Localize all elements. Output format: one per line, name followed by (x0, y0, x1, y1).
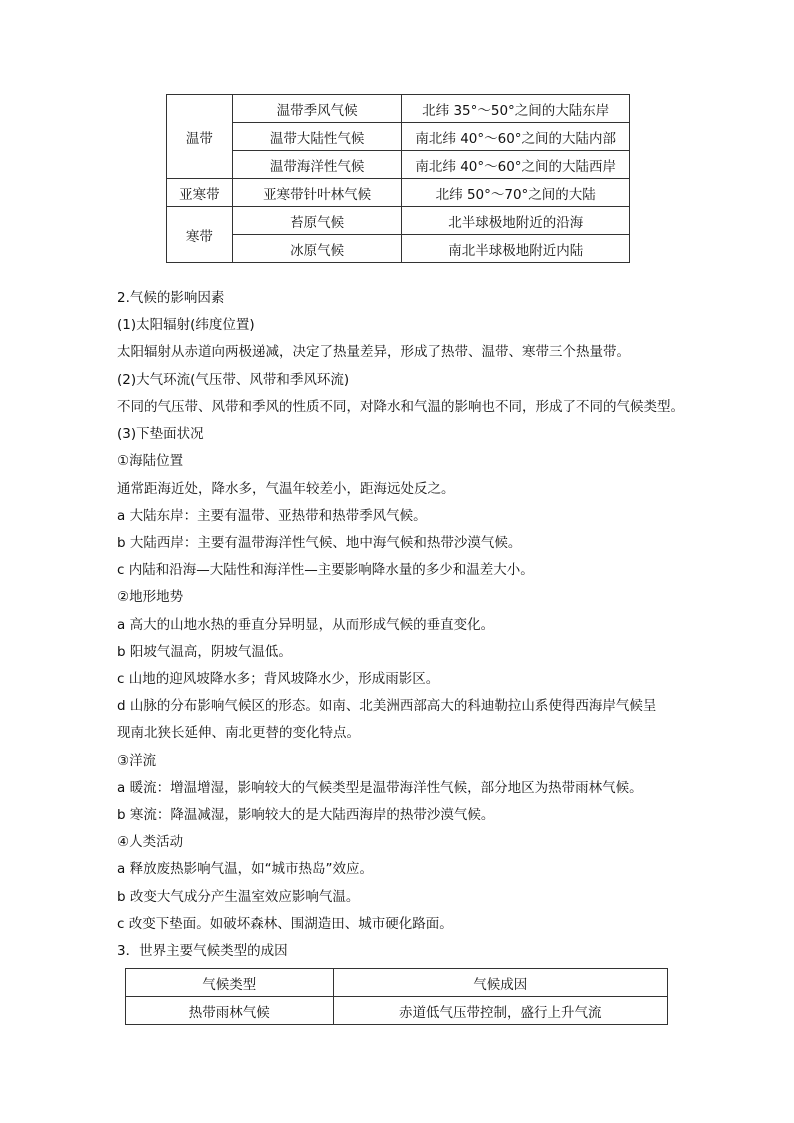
zone-cell-frigid: 寒带 (167, 207, 233, 263)
climate-type-cell: 温带大陆性气候 (232, 123, 402, 151)
climate-zone-table (166, 94, 630, 263)
climate-type-cell: 热带雨林气候 (126, 997, 334, 1025)
subsection-heading: (1)太阳辐射(纬度位置) (117, 317, 255, 333)
list-item: b 寒流：降温减湿，影响较大的是大陆西海岸的热带沙漠气候。 (117, 807, 495, 823)
climate-type-cell: 温带季风气候 (232, 95, 402, 123)
paragraph: 不同的气压带、风带和季风的性质不同，对降水和气温的影响也不同，形成了不同的气候类型。 (117, 399, 684, 415)
table-row (167, 235, 630, 263)
list-item: c 山地的迎风坡降水多；背风坡降水少，形成雨影区。 (117, 671, 440, 687)
zone-cell-subarctic: 亚寒带 (167, 179, 233, 207)
list-item: a 释放废热影响气温，如“城市热岛”效应。 (117, 861, 374, 877)
section-heading: 3．世界主要气候类型的成因 (117, 943, 288, 959)
paragraph: 通常距海近处，降水多，气温年较差小，距海远处反之。 (117, 481, 455, 497)
climate-type-cell: 温带海洋性气候 (232, 151, 402, 179)
table-row (167, 123, 630, 151)
list-item: a 高大的山地水热的垂直分异明显，从而形成气候的垂直变化。 (117, 617, 495, 633)
distribution-cell: 南北半球极地附近内陆 (402, 235, 630, 263)
paragraph: 太阳辐射从赤道向两极递减，决定了热量差异，形成了热带、温带、寒带三个热量带。 (117, 344, 630, 360)
table-row (167, 151, 630, 179)
section-heading: 2.气候的影响因素 (117, 290, 225, 306)
distribution-cell: 北纬 50°～70°之间的大陆 (402, 179, 630, 207)
distribution-cell: 南北纬 40°～60°之间的大陆西岸 (402, 151, 630, 179)
list-item: a 暖流：增温增湿，影响较大的气候类型是温带海洋性气候，部分地区为热带雨林气候。 (117, 780, 643, 796)
list-item-continued: 现南北狭长延伸、南北更替的变化特点。 (117, 725, 360, 741)
list-item: b 改变大气成分产生温室效应影响气温。 (117, 889, 360, 905)
distribution-cell: 南北纬 40°～60°之间的大陆内部 (402, 123, 630, 151)
table-row (167, 207, 630, 235)
header-cell-climate-cause: 气候成因 (333, 969, 667, 997)
header-cell-climate-type: 气候类型 (126, 969, 334, 997)
distribution-cell: 北纬 35°～50°之间的大陆东岸 (402, 95, 630, 123)
list-item: d 山脉的分布影响气候区的形态。如南、北美洲西部高大的科迪勒拉山系使得西海岸气候呈 (117, 698, 657, 714)
list-item: c 改变下垫面。如破坏森林、围湖造田、城市硬化路面。 (117, 916, 453, 932)
climate-type-cell: 苔原气候 (232, 207, 402, 235)
climate-type-cell: 亚寒带针叶林气候 (232, 179, 402, 207)
list-item: b 大陆西岸：主要有温带海洋性气候、地中海气候和热带沙漠气候。 (117, 535, 522, 551)
item-heading: ④人类活动 (117, 834, 184, 850)
item-heading: ①海陆位置 (117, 453, 184, 469)
item-heading: ②地形地势 (117, 589, 184, 605)
table-row (167, 95, 630, 123)
climate-cause-cell: 赤道低气压带控制，盛行上升气流 (333, 997, 667, 1025)
table-header-row (126, 969, 668, 997)
list-item: a 大陆东岸：主要有温带、亚热带和热带季风气候。 (117, 508, 427, 524)
climate-type-cell: 冰原气候 (232, 235, 402, 263)
subsection-heading: (2)大气环流(气压带、风带和季风环流) (117, 372, 350, 388)
climate-formation-table (125, 968, 668, 1025)
list-item: c 内陆和沿海—大陆性和海洋性—主要影响降水量的多少和温差大小。 (117, 562, 534, 578)
distribution-cell: 北半球极地附近的沿海 (402, 207, 630, 235)
table-row (167, 179, 630, 207)
list-item: b 阳坡气温高，阴坡气温低。 (117, 644, 292, 660)
table-row (126, 997, 668, 1025)
subsection-heading: (3)下垫面状况 (117, 426, 204, 442)
item-heading: ③洋流 (117, 753, 157, 769)
zone-cell-temperate: 温带 (167, 95, 233, 179)
